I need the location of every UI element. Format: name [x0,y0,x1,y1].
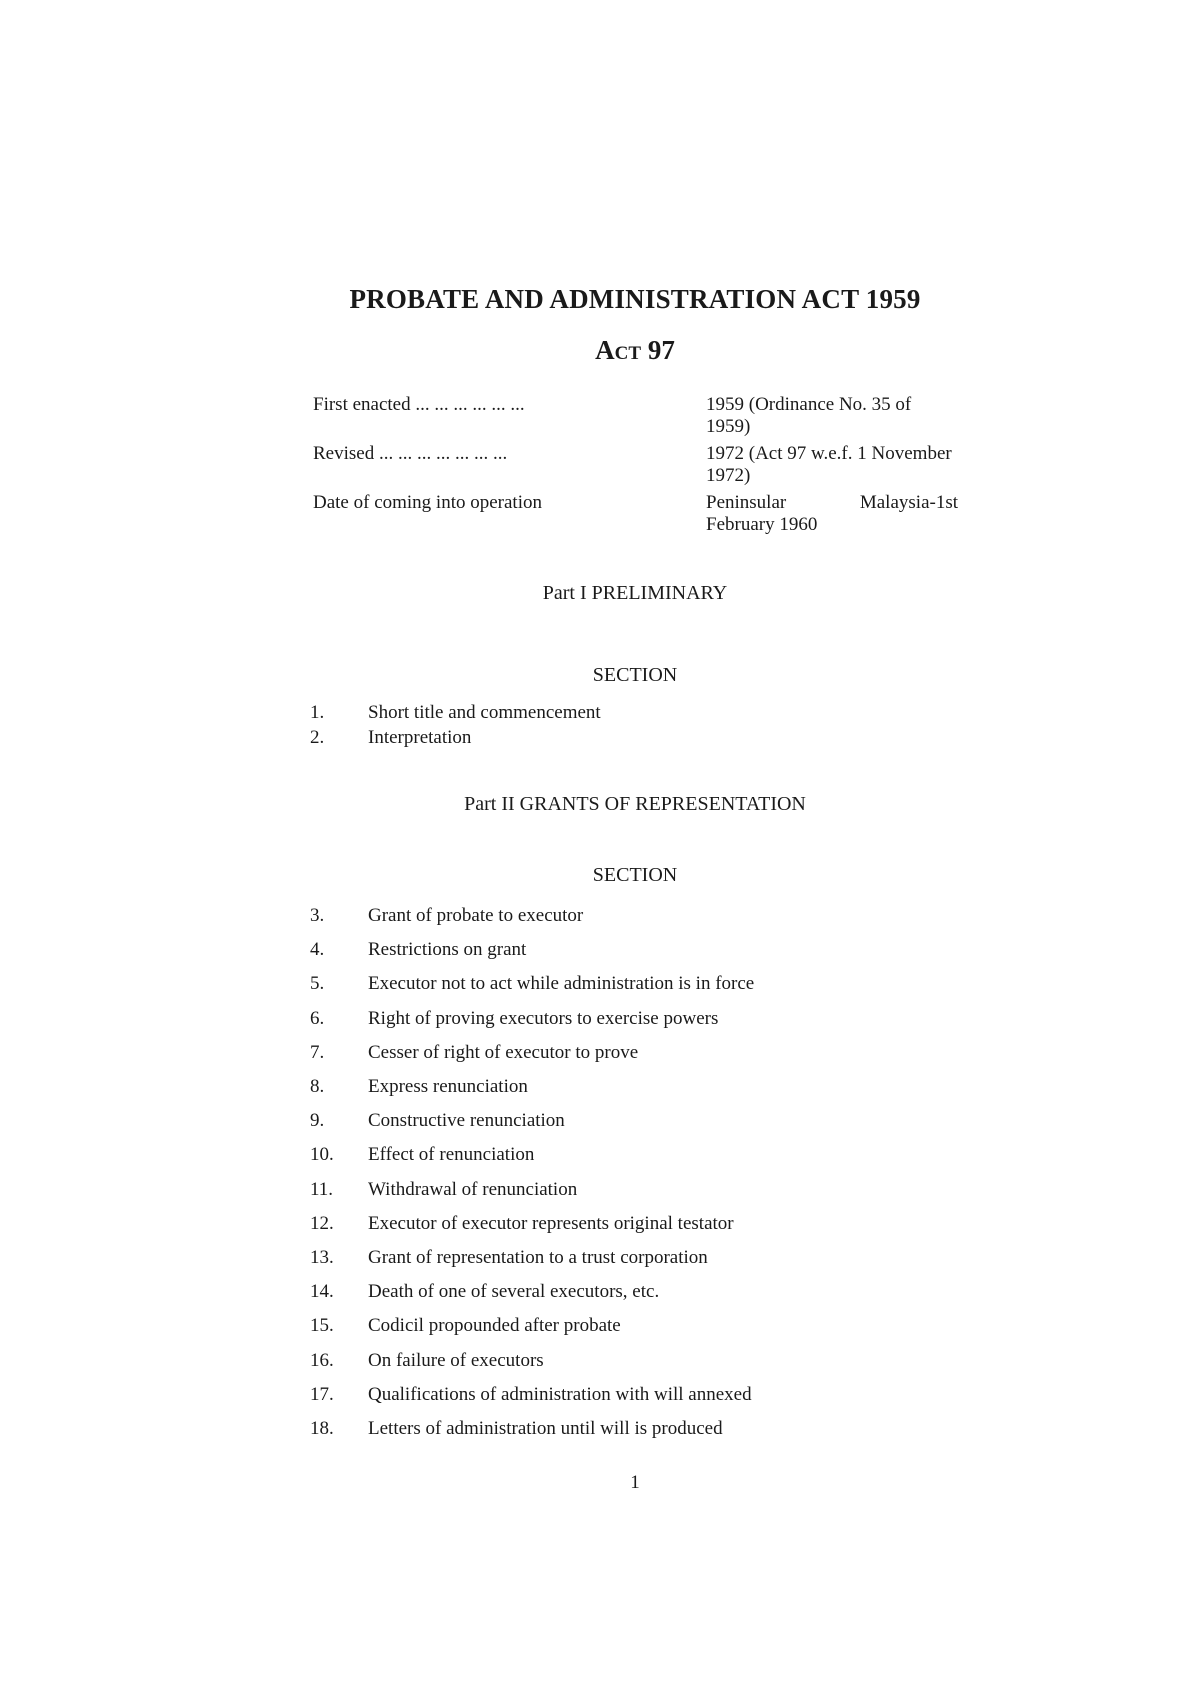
list-item[interactable] [310,1344,1010,1378]
section-number: 10. [310,1144,334,1166]
list-item[interactable] [310,1241,1010,1275]
list-item[interactable] [310,967,1010,1001]
section-list [310,899,1010,1446]
section-title: Grant of representation to a trust corporation [368,1247,708,1269]
section-title: Interpretation [368,727,472,748]
meta-label: Date of coming into operation [313,492,542,513]
section-number: 13. [310,1247,334,1269]
section-title: Letters of administration until will is produced [368,1418,723,1440]
section-title: Executor of executor represents original testator [368,1212,734,1234]
section-number: 1. [310,702,325,723]
section-number: 8. [310,1076,325,1098]
meta-value: 1959 (Ordinance No. 35 of 1959) [706,394,912,437]
section-number: 14. [310,1281,334,1303]
section-title: Effect of renunciation [368,1144,535,1166]
section-number: 6. [310,1007,325,1029]
section-number: 3. [310,905,325,926]
section-title: Grant of probate to executor [368,905,584,926]
part-heading: Part I PRELIMINARY [542,582,728,604]
section-title: Constructive renunciation [368,1110,565,1132]
section-heading: SECTION [592,664,678,686]
list-item[interactable] [310,1138,1010,1172]
section-title: Right of proving executors to exercise powers [368,1007,719,1029]
section-number: 4. [310,939,325,961]
meta-label: Revised ... ... ... ... ... ... ... [313,443,508,464]
list-item[interactable] [310,725,1010,750]
section-heading: SECTION [592,864,678,886]
section-number: 7. [310,1041,325,1063]
part-heading: Part II GRANTS OF REPRESENTATION [464,793,806,815]
meta-value: Peninsular Malaysia-1st February 1960 [706,492,958,535]
section-title: Restrictions on grant [368,939,527,961]
list-item[interactable] [310,1309,1010,1343]
section-title: Death of one of several executors, etc. [368,1281,660,1303]
section-title: Executor not to act while administration is in force [368,973,755,995]
page-number: 1 [630,1472,640,1493]
section-number: 16. [310,1349,334,1371]
section-number: 17. [310,1383,334,1405]
list-item[interactable] [310,700,1010,725]
list-item[interactable] [310,1002,1010,1036]
section-number: 2. [310,727,325,748]
list-item[interactable] [310,1173,1010,1207]
list-item[interactable] [310,1412,1010,1446]
meta-row-date-of-operation [313,492,958,536]
list-item[interactable] [310,1378,1010,1412]
section-list [310,700,1010,750]
list-item[interactable] [310,899,1010,933]
meta-row-first-enacted [313,394,958,438]
section-title: Withdrawal of renunciation [368,1178,578,1200]
section-title: Cesser of right of executor to prove [368,1041,639,1063]
list-item[interactable] [310,1275,1010,1309]
section-title: Short title and commencement [368,702,601,723]
meta-value: 1972 (Act 97 w.e.f. 1 November 1972) [706,443,952,486]
meta-label: First enacted ... ... ... ... ... ... [313,394,525,415]
document-title: PROBATE AND ADMINISTRATION ACT 1959 [349,284,921,314]
section-title: Codicil propounded after probate [368,1315,621,1337]
act-number: Act 97 [595,335,675,365]
meta-row-revised [313,443,958,487]
section-number: 18. [310,1418,334,1440]
list-item[interactable] [310,933,1010,967]
enactment-details [313,394,958,541]
list-item[interactable] [310,1036,1010,1070]
section-number: 5. [310,973,325,995]
section-number: 15. [310,1315,334,1337]
section-title: On failure of executors [368,1349,544,1371]
section-number: 12. [310,1212,334,1234]
section-title: Qualifications of administration with will annexed [368,1383,752,1405]
list-item[interactable] [310,1070,1010,1104]
section-number: 9. [310,1110,325,1132]
list-item[interactable] [310,1104,1010,1138]
section-number: 11. [310,1178,334,1200]
section-title: Express renunciation [368,1076,528,1098]
list-item[interactable] [310,1207,1010,1241]
